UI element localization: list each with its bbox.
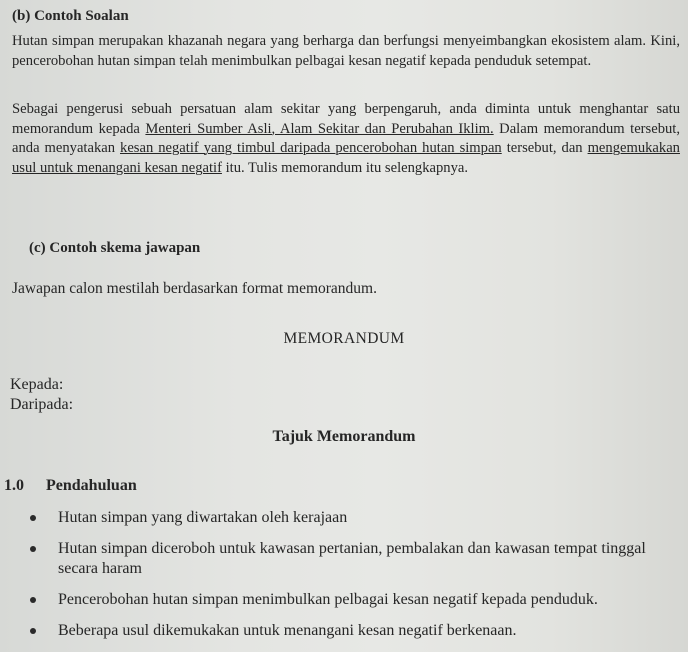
bullet-icon: [30, 628, 36, 634]
section-title: Pendahuluan: [46, 477, 137, 494]
list-item-text: Hutan simpan yang diwartakan oleh kerajaan: [58, 509, 348, 526]
kepada-label: Kepada:: [10, 376, 64, 393]
bullet-icon: [30, 546, 36, 552]
memorandum-title: MEMORANDUM: [283, 330, 405, 347]
bullet-icon: [30, 515, 36, 521]
question-paragraph-2: [12, 100, 680, 178]
list-item-text: Pencerobohan hutan simpan menimbulkan pelbagai kesan negatif kepada penduduk.: [58, 591, 598, 608]
pendahuluan-bullet-list: [24, 508, 686, 652]
section-b-heading: (b) Contoh Soalan: [12, 8, 129, 24]
underlined-negative-effects: kesan negatif yang timbul daripada pencerobohan hutan simpan: [120, 140, 502, 156]
list-item: [24, 590, 686, 610]
underlined-proposals: mengemukakan usul untuk menangani kesan negatif: [12, 140, 680, 176]
paragraph2-text-a: Sebagai pengerusi sebuah persatuan alam sekitar yang berpengaruh, anda diminta untuk menghantar satu memorandum kepada: [12, 101, 680, 137]
underlined-recipient: Menteri Sumber Asli, Alam Sekitar dan Perubahan Iklim.: [145, 120, 494, 137]
memorandum-subject-heading: Tajuk Memorandum: [272, 428, 416, 445]
list-item: [24, 508, 686, 528]
paragraph2-text-c: tersebut, dan: [501, 140, 588, 156]
list-item: [24, 621, 686, 641]
section-heading-pendahuluan: [4, 477, 137, 495]
section-c-heading: (c) Contoh skema jawapan: [29, 240, 201, 256]
question-paragraph-1: Hutan simpan merupakan khazanah negara yang berharga dan berfungsi menyeimbangkan ekosistem alam. Kini, pencerobohan hutan simpan telah menimbulkan pelbagai kesan negatif kepada penduduk setempat.: [12, 33, 680, 69]
bullet-icon: [30, 597, 36, 603]
list-item: [24, 539, 686, 579]
list-item-text: Beberapa usul dikemukakan untuk menangani kesan negatif berkenaan.: [58, 622, 517, 639]
list-item-text: Hutan simpan diceroboh untuk kawasan pertanian, pembalakan dan kawasan tempat tinggal secara haram: [58, 540, 646, 577]
paragraph2-text-d: itu. Tulis memorandum itu selengkapnya.: [221, 159, 468, 176]
daripada-label: Daripada:: [10, 396, 74, 413]
paragraph2-text-b: Dalam memorandum tersebut, anda menyatakan: [12, 120, 680, 156]
section-number: 1.0: [4, 477, 24, 494]
answer-intro: Jawapan calon mestilah berdasarkan format memorandum.: [12, 280, 377, 297]
